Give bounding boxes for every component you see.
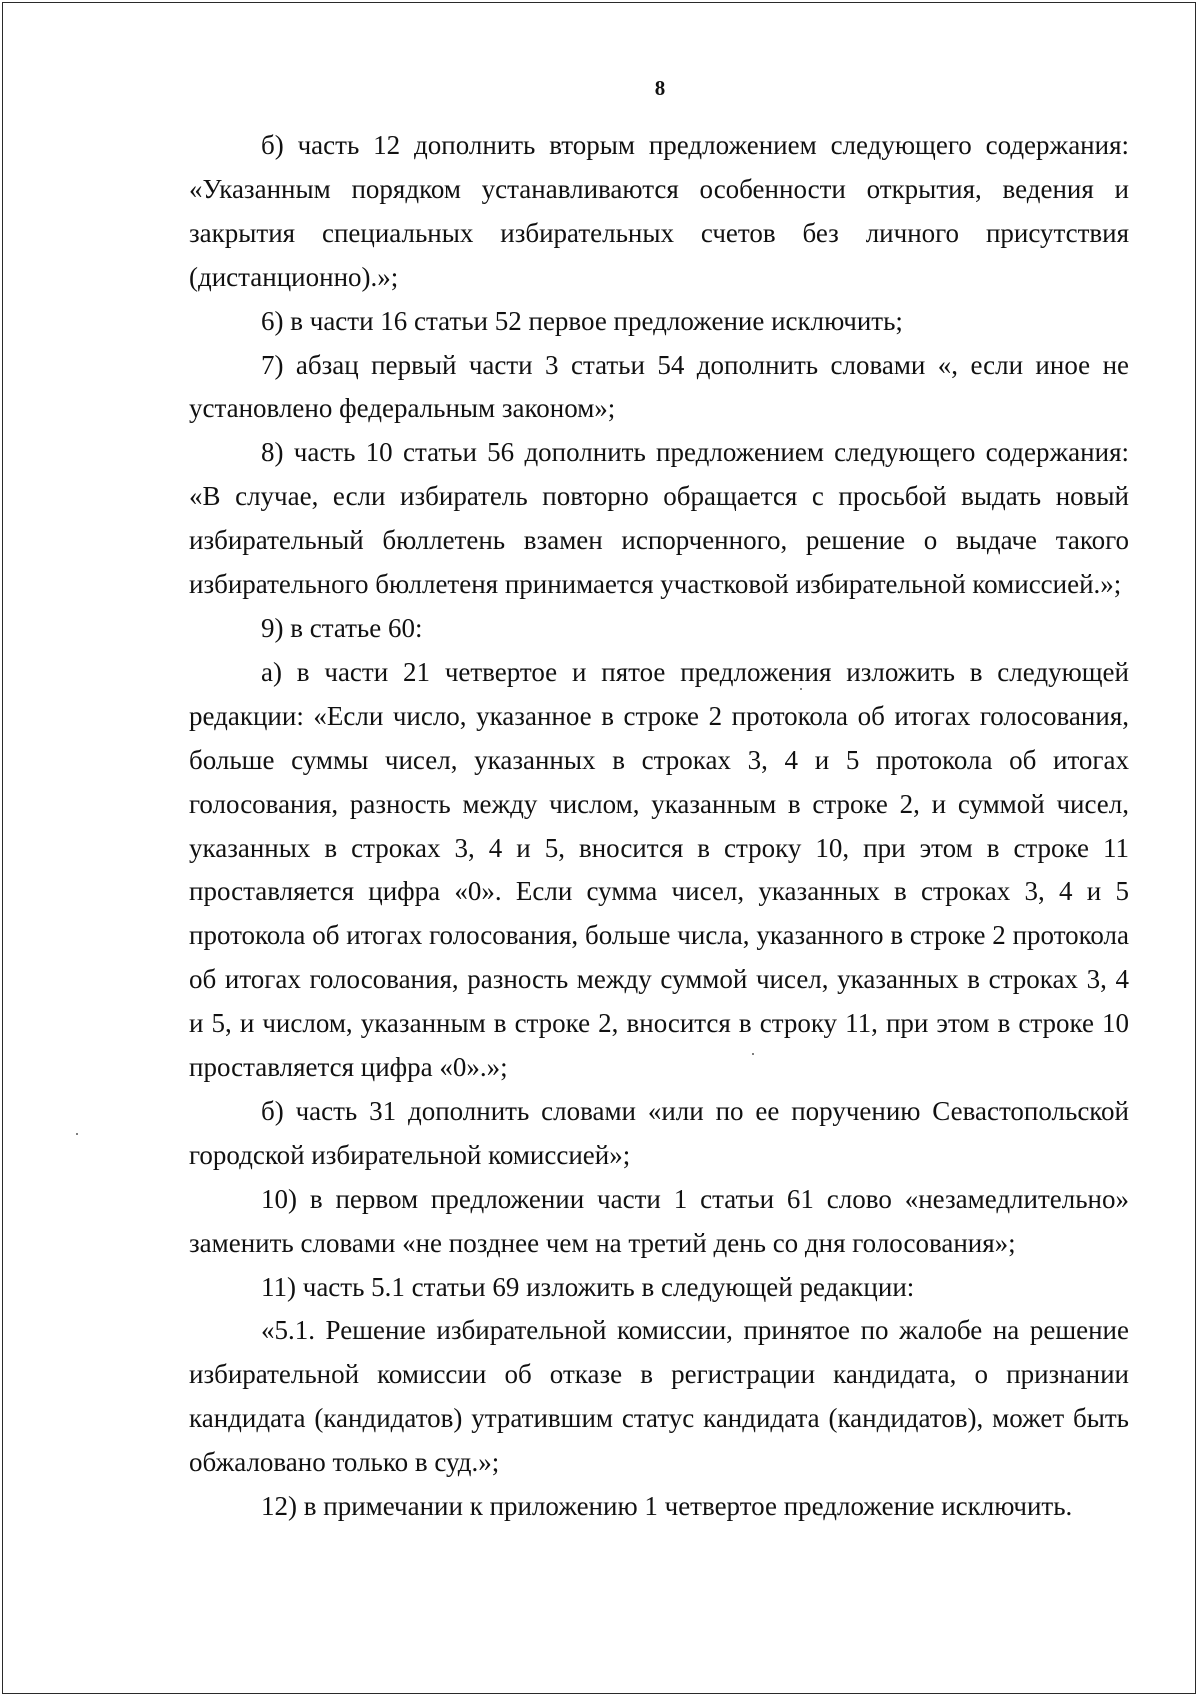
page-number: 8 xyxy=(654,76,666,100)
paragraph-b-part-12: б) часть 12 дополнить вторым предложением следующего содержания: «Указанным порядком устанавливаются особенности открытия, ведения и закрытия специальных избирательных счетов без личного присутствия (дистанционно).»; xyxy=(189,130,1129,292)
paragraph-item-9-b: б) часть 31 дополнить словами «или по ее поручению Севастопольской городской избирательной комиссией»; xyxy=(189,1095,1129,1170)
paragraph-item-9: 9) в статье 60: xyxy=(261,612,423,643)
paragraph-item-10: 10) в первом предложении части 1 статьи 61 слово «незамедлительно» заменить словами «не позднее чем на третий день со дня голосования»; xyxy=(189,1183,1129,1258)
paragraph-item-11-quote: «5.1. Решение избирательной комиссии, принятое по жалобе на решение избирательной комиссии об отказе в регистрации кандидата, о признании кандидата (кандидатов) утратившим статус кандидата (кандидатов), может быть обжаловано только в суд.»; xyxy=(189,1315,1129,1478)
paragraph-item-11: 11) часть 5.1 статьи 69 изложить в следующей редакции: xyxy=(261,1271,915,1302)
paragraph-item-12: 12) в примечании к приложению 1 четвертое предложение исключить. xyxy=(261,1491,1073,1522)
paragraph-item-8: 8) часть 10 статьи 56 дополнить предложением следующего содержания: «В случае, если избиратель повторно обращается с просьбой выдать новый избирательный бюллетень взамен испорченного, решение о выдаче такого избирательного бюллетеня принимается участковой избирательной комиссией.»; xyxy=(189,437,1129,600)
document-body xyxy=(189,124,1129,1529)
paragraph-item-9-a: а) в части 21 четвертое и пятое предложения изложить в следующей редакции: «Если число, указанное в строке 2 протокола об итогах голосования, больше суммы чисел, указанных в строках 3, 4 и 5 протокола об итогах голосования, разность между числом, указанным в строке 2, и суммой чисел, указанных в строках 3, 4 и 5, вносится в строку 10, при этом в строке 11 проставляется цифра «0». Если сумма чисел, указанных в строках 3, 4 и 5 протокола об итогах голосования, больше числа, указанного в строке 2 протокола об итогах голосования, разность между суммой чисел, указанных в строках 3, 4 и 5, и числом, указанным в строке 2, вносится в строку 11, при этом в строке 10 проставляется цифра «0».»; xyxy=(189,656,1129,1083)
scan-speck xyxy=(76,1133,78,1135)
paragraph-item-6: 6) в части 16 статьи 52 первое предложение исключить; xyxy=(261,305,903,336)
paragraph-item-7: 7) абзац первый части 3 статьи 54 дополнить словами «, если иное не установлено федеральным законом»; xyxy=(189,349,1129,424)
scan-speck xyxy=(800,688,802,690)
scan-speck xyxy=(752,1053,754,1055)
